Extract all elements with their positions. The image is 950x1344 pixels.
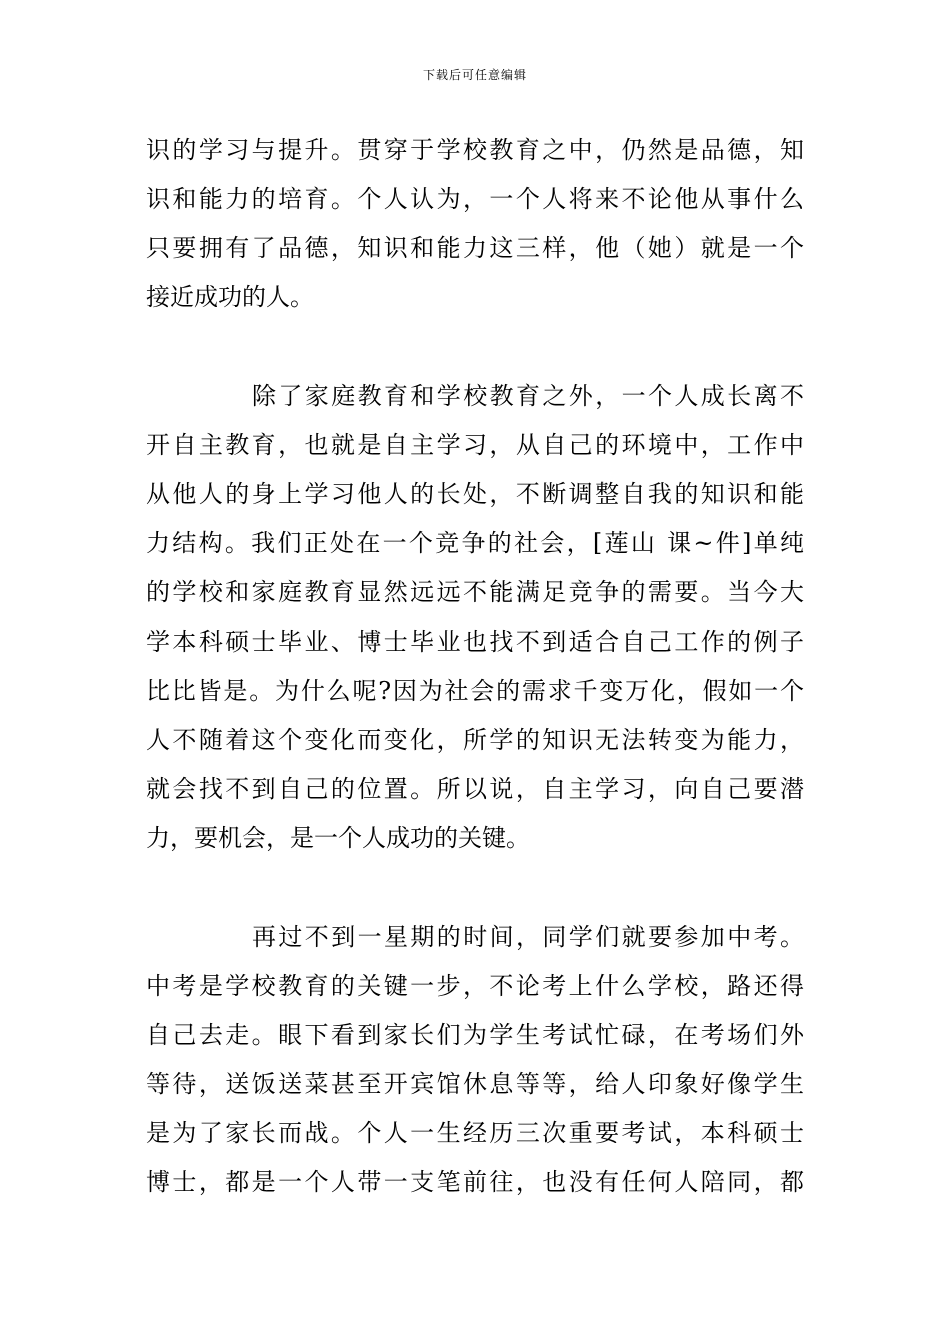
- page-header: 下载后可任意编辑: [422, 68, 527, 82]
- paragraph-3-line-6: 博士，都是一个人带一支笔前往，也没有任何人陪同，都: [146, 1168, 804, 1196]
- paragraph-2-line-5: 的学校和家庭教育显然远远不能满足竞争的需要。当今大: [146, 578, 804, 606]
- paragraph-3-line-5: 是为了家长而战。个人一生经历三次重要考试，本科硕士: [146, 1119, 804, 1147]
- paragraph-2-line-7: 比比皆是。为什么呢?因为社会的需求千变万化，假如一个: [146, 677, 804, 705]
- paragraph-1-line-2: 识和能力的培育。个人认为，一个人将来不论他从事什么: [146, 185, 804, 213]
- paragraph-3-line-2: 中考是学校教育的关键一步，不论考上什么学校，路还得: [146, 972, 804, 1000]
- paragraph-2-line-9: 就会找不到自己的位置。所以说，自主学习，向自己要潜: [146, 775, 804, 803]
- paragraph-2-line-10: 力，要机会，是一个人成功的关键。: [146, 824, 530, 852]
- paragraph-1-line-4: 接近成功的人。: [146, 283, 314, 311]
- paragraph-1-line-3: 只要拥有了品德，知识和能力这三样，他（她）就是一个: [146, 234, 804, 262]
- paragraph-3-line-3: 自己去走。眼下看到家长们为学生考试忙碌，在考场们外: [146, 1021, 804, 1049]
- paragraph-3-line-4: 等待，送饭送菜甚至开宾馆休息等等，给人印象好像学生: [146, 1070, 804, 1098]
- paragraph-2-line-1: 除了家庭教育和学校教育之外，一个人成长离不: [252, 382, 804, 410]
- paragraph-2-line-2: 开自主教育，也就是自主学习，从自己的环境中，工作中: [146, 431, 804, 459]
- paragraph-3-line-1: 再过不到一星期的时间，同学们就要参加中考。: [252, 923, 804, 951]
- paragraph-2-line-6: 学本科硕士毕业、博士毕业也找不到适合自己工作的例子: [146, 628, 804, 656]
- paragraph-2-line-3: 从他人的身上学习他人的长处，不断调整自我的知识和能: [146, 480, 804, 508]
- paragraph-2-line-4: 力结构。我们正处在一个竞争的社会，[莲山 课~件]单纯: [146, 529, 804, 557]
- paragraph-1-line-1: 识的学习与提升。贯穿于学校教育之中，仍然是品德，知: [146, 136, 804, 164]
- paragraph-2-line-8: 人不随着这个变化而变化，所学的知识无法转变为能力，: [146, 726, 804, 754]
